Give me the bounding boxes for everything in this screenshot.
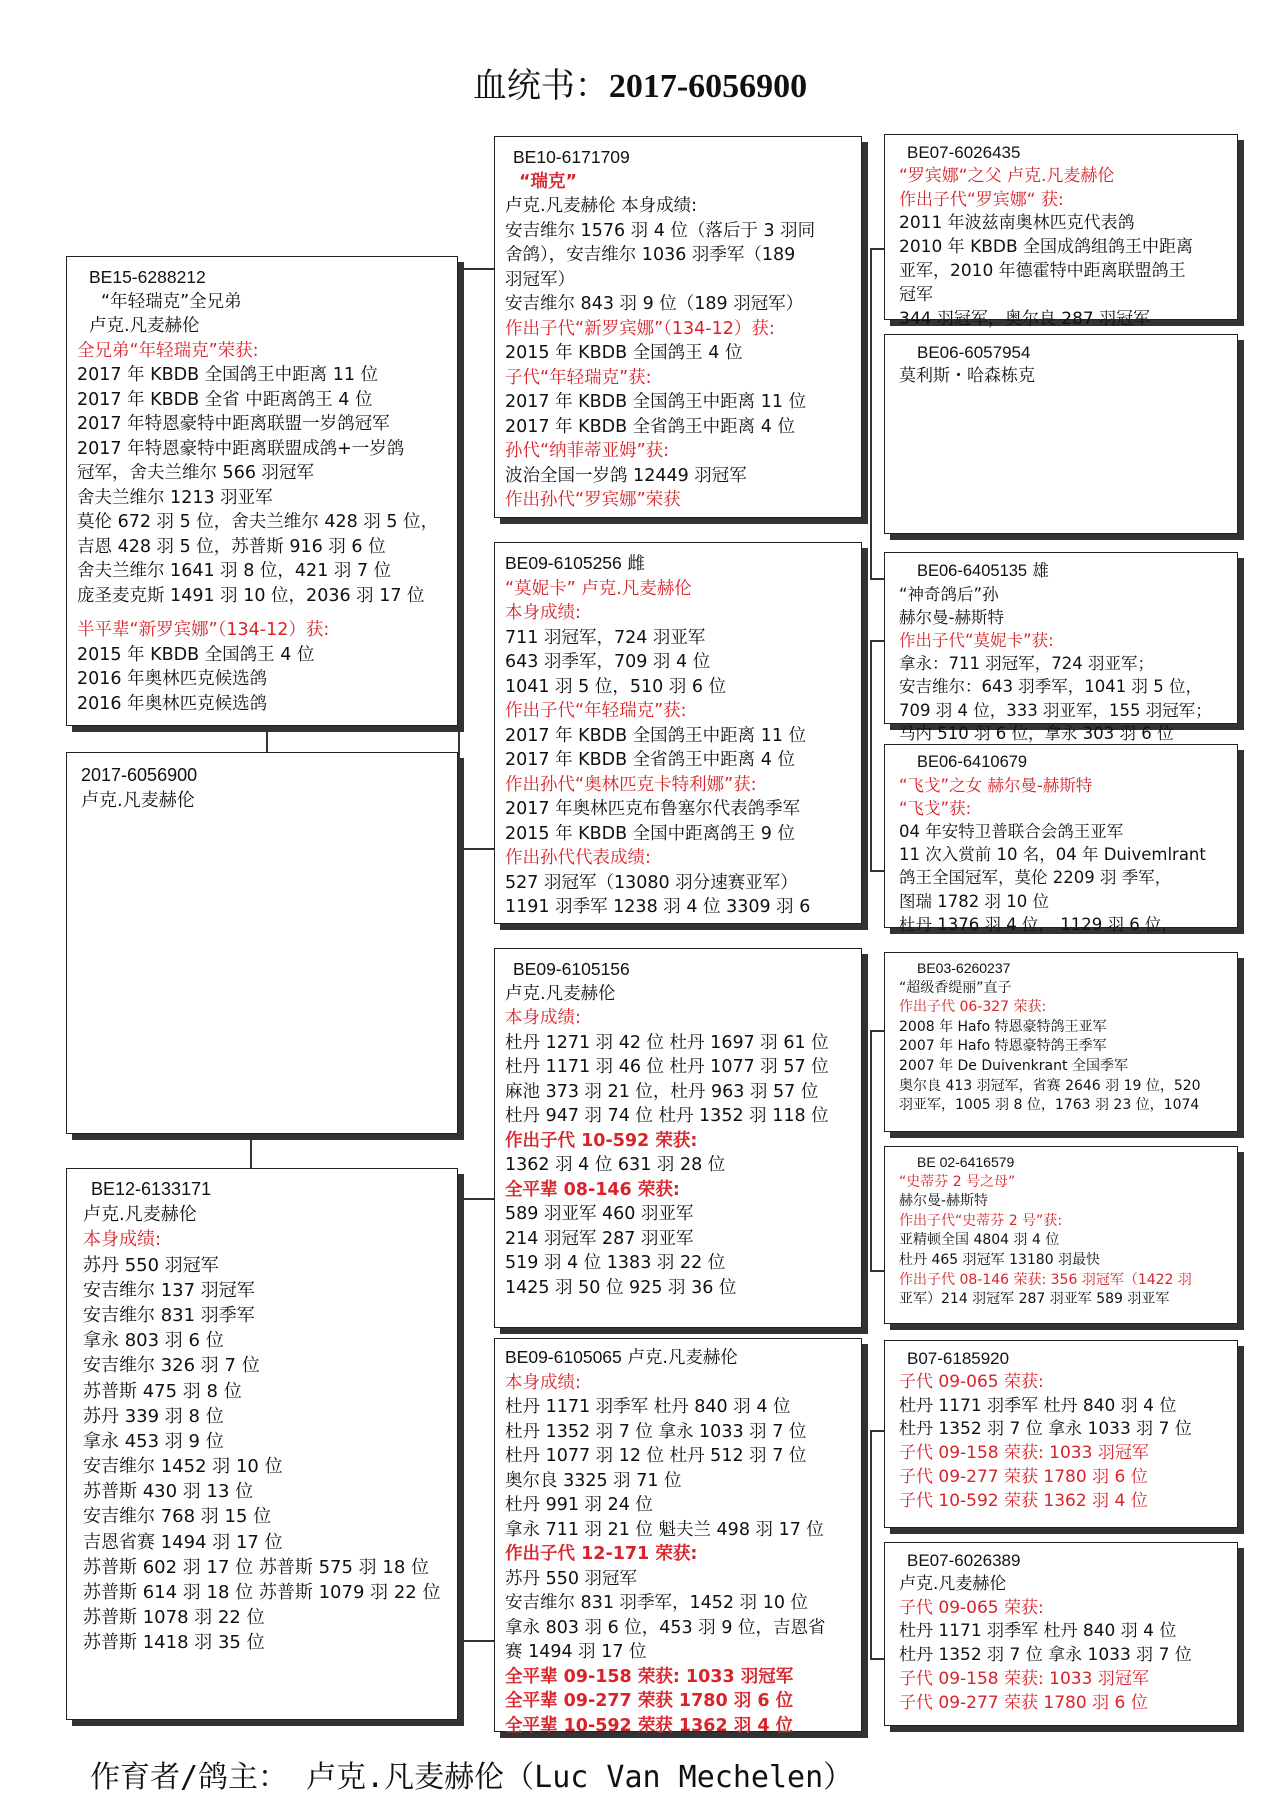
- dam-sire-dam-card: BE 02-6416579 “史蒂芬 2 号之母” 赫尔曼-赫斯特 作出子代“史蒂芬 2 号”获: 亚精顿全国 4804 羽 4 位 杜丹 465 羽冠军 13180 羽最快 作出子代 08-146 荣获: 356 羽冠军（1422 羽 亚军）214 羽冠军 287 羽亚军 589 羽亚军: [884, 1146, 1238, 1324]
- connector-line: [870, 1658, 884, 1660]
- ring-number: BE12-6133171: [91, 1179, 212, 1199]
- connector-line: [458, 848, 494, 850]
- ring-number: BE10-6171709: [513, 147, 630, 167]
- connector-line: [870, 1430, 884, 1432]
- ring-number: BE09-6105156: [513, 959, 630, 979]
- connector-line: [458, 268, 460, 848]
- connector-line: [458, 1198, 460, 1640]
- ring-number: BE03-6260237: [917, 960, 1011, 976]
- dam-dam-card: BE09-6105065 卢克.凡麦赫伦 本身成绩: 杜丹 1171 羽季军 杜丹 840 羽 4 位 杜丹 1352 羽 7 位 拿永 1033 羽 7 位 杜丹 1077 羽 12 位 杜丹 512 羽 7 位 奥尔良 3325 羽 71 位 杜丹 991 羽 24 位 拿永 711 羽 21 位 魁夫兰 498 羽 17 位 作出子代 12-171 荣获: 苏丹 550 羽冠军 安吉维尔 831 羽季军，1452 羽 10 位 拿永 803 羽 6 位，453 羽 9 位，吉恩省 赛 1494 羽 17 位 全平辈 09-158 荣获: 1033 羽冠军 全平辈 09-277 荣获 1780 羽 6 位 全平辈 10-592 荣获 1362 羽 4 位: [494, 1338, 862, 1732]
- connector-line: [870, 640, 872, 870]
- dam-sire-card: BE09-6105156 卢克.凡麦赫伦 本身成绩: 杜丹 1271 羽 42 位 杜丹 1697 羽 61 位 杜丹 1171 羽 46 位 杜丹 1077 羽 57 位 麻池 373 羽 21 位，杜丹 963 羽 57 位 杜丹 947 羽 74 位 杜丹 1352 羽 118 位 作出子代 10-592 荣获: 1362 羽 4 位 631 羽 28 位 全平辈 08-146 荣获: 589 羽亚军 460 羽亚军 214 羽冠军 287 羽亚军 519 羽 4 位 1383 羽 22 位 1425 羽 50 位 925 羽 36 位: [494, 948, 862, 1328]
- sire-dam-sire-card: BE06-6405135 雄 “神奇鸽后”孙 赫尔曼-赫斯特 作出子代“莫妮卡”获: 拿永：711 羽冠军，724 羽亚军； 安吉维尔：643 羽季军，1041 羽 5 位， 709 羽 4 位，333 羽亚军，155 羽冠军； 马内 510 羽 6 位，拿永 303 羽 6 位: [884, 552, 1238, 724]
- dam-dam-sire-card: B07-6185920 子代 09-065 荣获: 杜丹 1171 羽季军 杜丹 840 羽 4 位 杜丹 1352 羽 7 位 拿永 1033 羽 7 位 子代 09-158 荣获: 1033 羽冠军 子代 09-277 荣获 1780 羽 6 位 子代 10-592 荣获 1362 羽 4 位: [884, 1340, 1238, 1528]
- connector-line: [266, 726, 268, 752]
- ring-number: B07-6185920: [907, 1349, 1010, 1368]
- breeder-footer: 作育者/鸽主： 卢克.凡麦赫伦（Luc Van Mechelen）: [90, 1760, 854, 1795]
- sire-dam-card: BE09-6105256 雌 “莫妮卡” 卢克.凡麦赫伦 本身成绩: 711 羽冠军，724 羽亚军 643 羽季军，709 羽 4 位 1041 羽 5 位，510 羽 6 位 作出子代“年轻瑞克”获: 2017 年 KBDB 全国鸽王中距离 11 位 2017 年 KBDB 全省鸽王中距离 4 位 作出孙代“奥林匹克卡特利娜”获: 2017 年奥林匹克布鲁塞尔代表鸽季军 2015 年 KBDB 全国中距离鸽王 9 位 作出孙代代表成绩: 527 羽冠军（13080 羽分速赛亚军） 1191 羽季军 1238 羽 4 位 3309 羽 6: [494, 542, 862, 924]
- connector-line: [458, 1640, 494, 1642]
- connector-line: [870, 640, 884, 642]
- ring-number: BE06-6057954: [917, 343, 1031, 362]
- connector-line: [250, 1134, 252, 1168]
- ring-number: BE07-6026389: [907, 1551, 1021, 1570]
- connector-line: [870, 578, 884, 580]
- ring-number: BE07-6026435: [907, 143, 1021, 162]
- connector-line: [458, 1198, 494, 1200]
- connector-line: [870, 248, 884, 250]
- dam-card: BE12-6133171 卢克.凡麦赫伦 本身成绩: 苏丹 550 羽冠军 安吉维尔 137 羽冠军 安吉维尔 831 羽季军 拿永 803 羽 6 位 安吉维尔 326 羽 7 位 苏普斯 475 羽 8 位 苏丹 339 羽 8 位 拿永 453 羽 9 位 安吉维尔 1452 羽 10 位 苏普斯 430 羽 13 位 安吉维尔 768 羽 15 位 吉恩省赛 1494 羽 17 位 苏普斯 602 羽 17 位 苏普斯 575 羽 18 位 苏普斯 614 羽 18 位 苏普斯 1079 羽 22 位 苏普斯 1078 羽 22 位 苏普斯 1418 羽 35 位: [66, 1168, 458, 1720]
- ring-number: BE15-6288212: [89, 267, 206, 287]
- connector-line: [870, 248, 872, 578]
- sire-card: BE15-6288212 “年轻瑞克”全兄弟 卢克.凡麦赫伦 全兄弟“年轻瑞克”荣获: 2017 年 KBDB 全国鸽王中距离 11 位 2017 年 KBDB 全省 中距离鸽王 4 位 2017 年特恩豪特中距离联盟一岁鸽冠军 2017 年特恩豪特中距离联盟成鸽+一岁鸽 冠军，舍夫兰维尔 566 羽冠军 舍夫兰维尔 1213 羽亚军 莫伦 672 羽 5 位，舍夫兰维尔 428 羽 5 位， 吉恩 428 羽 5 位，苏普斯 916 羽 6 位 舍夫兰维尔 1641 羽 8 位，421 羽 7 位 庞圣麦克斯 1491 羽 10 位，2036 羽 17 位 半平辈“新罗宾娜”（134-12）获: 2015 年 KBDB 全国鸽王 4 位 2016 年奥林匹克候选鸽 2016 年奥林匹克候选鸽: [66, 256, 458, 726]
- connector-line: [870, 1270, 884, 1272]
- connector-line: [870, 1030, 872, 1270]
- connector-line: [870, 870, 884, 872]
- dam-sire-sire-card: BE03-6260237 “超级香缇丽”直子 作出子代 06-327 荣获: 2008 年 Hafo 特恩豪特鸽王亚军 2007 年 Hafo 特恩豪特鸽王季军 2007 年 De Duivenkrant 全国季军 奥尔良 413 羽冠军，省赛 2646 羽 19 位，520 羽亚军，1005 羽 8 位，1763 羽 23 位，1074: [884, 952, 1238, 1132]
- dam-dam-dam-card: BE07-6026389 卢克.凡麦赫伦 子代 09-065 荣获: 杜丹 1171 羽季军 杜丹 840 羽 4 位 杜丹 1352 羽 7 位 拿永 1033 羽 7 位 子代 09-158 荣获: 1033 羽冠军 子代 09-277 荣获 1780 羽 6 位: [884, 1542, 1238, 1726]
- sire-dam-dam-card: BE06-6410679 “飞戈”之女 赫尔曼-赫斯特 “飞戈”获: 04 年安特卫普联合会鸽王亚军 11 次入赏前 10 名，04 年 Duivemlrant 鸽王全国冠军，莫伦 2209 羽 季军， 图瑞 1782 羽 10 位 杜丹 1376 羽 4 位， 1129 羽 6 位，: [884, 744, 1238, 928]
- ring-number: BE06-6405135: [917, 562, 1028, 580]
- ring-number: BE 02-6416579: [917, 1154, 1015, 1170]
- sire-sire-sire-card: BE07-6026435 “罗宾娜“之父 卢克.凡麦赫伦 作出子代“罗宾娜“ 获: 2011 年波兹南奥林匹克代表鸽 2010 年 KBDB 全国成鸽组鸽王中距离 亚军，2010 年德霍特中距离联盟鸽王 冠军 344 羽冠军，奥尔良 287 羽冠军: [884, 134, 1238, 320]
- subject-card: 2017-6056900 卢克.凡麦赫伦: [66, 752, 458, 1134]
- ring-number: BE09-6105256: [505, 553, 622, 573]
- sire-sire-card: BE10-6171709 “瑞克” 卢克.凡麦赫伦 本身成绩: 安吉维尔 1576 羽 4 位（落后于 3 羽同 舍鸽），安吉维尔 1036 羽季军（189 羽冠军） 安吉维尔 843 羽 9 位（189 羽冠军） 作出子代“新罗宾娜”（134-12）获: 2015 年 KBDB 全国鸽王 4 位 子代“年轻瑞克”获: 2017 年 KBDB 全国鸽王中距离 11 位 2017 年 KBDB 全省鸽王中距离 4 位 孙代“纳菲蒂亚姆”获: 波治全国一岁鸽 12449 羽冠军 作出孙代“罗宾娜”荣获: [494, 136, 862, 518]
- sire-sire-dam-card: BE06-6057954 莫利斯・哈森栋克: [884, 334, 1238, 534]
- connector-line: [870, 1030, 884, 1032]
- connector-line: [870, 1430, 872, 1658]
- ring-number: BE09-6105065: [505, 1347, 622, 1367]
- pedigree-number: 2017-6056900: [608, 68, 808, 105]
- connector-line: [458, 268, 494, 270]
- ring-number: BE06-6410679: [917, 753, 1028, 771]
- page-title: 血统书：2017-6056900: [472, 66, 808, 106]
- ring-number: 2017-6056900: [81, 765, 198, 785]
